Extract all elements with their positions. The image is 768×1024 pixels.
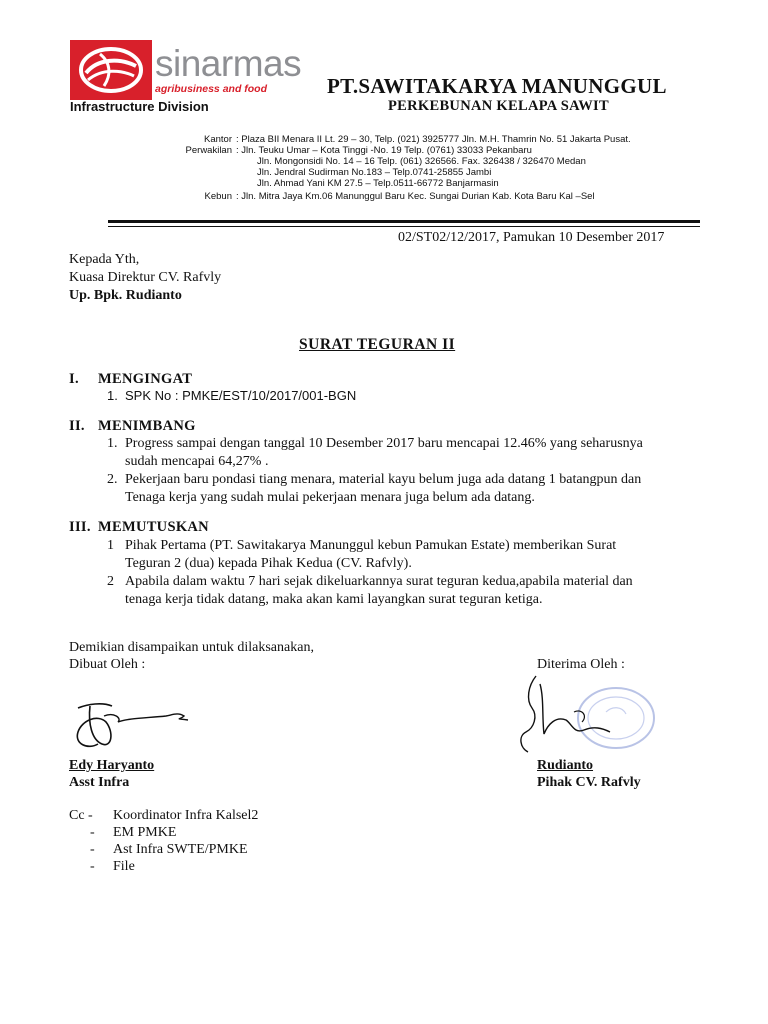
cc-bullet: - [90, 825, 95, 840]
reference-line: 02/ST02/12/2017, Pamukan 10 Desember 2017 [398, 230, 665, 245]
address-text: Jln. Ahmad Yani KM 27.5 – Telp.0511-66772 Banjarmasin [257, 178, 499, 189]
division-name: Infrastructure Division [70, 99, 209, 114]
cc-label: Cc - [69, 808, 93, 823]
signature-rudianto-icon [514, 672, 624, 762]
brand-tagline: agribusiness and food [155, 83, 268, 95]
list-item-text: Apabila dalam waktu 7 hari sejak dikeluarkannya surat teguran kedua,apabila material dan [125, 574, 633, 589]
section-heading-mengingat: MENGINGAT [98, 371, 193, 387]
header-rule-thick [108, 220, 700, 223]
list-item-number: 2 [107, 574, 114, 589]
cc-item: EM PMKE [113, 825, 177, 840]
section-heading-memutuskan: MEMUTUSKAN [98, 519, 209, 535]
signer-name-left: Edy Haryanto [69, 758, 155, 773]
address-text: Jln. Jendral Sudirman No.183 – Telp.0741-25855 Jambi [257, 167, 492, 178]
signature-caption-left: Dibuat Oleh : [69, 657, 146, 672]
list-item-number: 1. [107, 436, 118, 451]
list-item-number: 1 [107, 538, 114, 553]
spk-number: SPK No : PMKE/EST/10/2017/001-BGN [125, 388, 357, 403]
brand-name: sinarmas [155, 43, 302, 84]
address-label: Kebun [204, 191, 232, 202]
section-heading-menimbang: MENIMBANG [98, 418, 196, 434]
company-subtitle: PERKEBUNAN KELAPA SAWIT [388, 98, 609, 114]
address-text: Jln. Mongonsidi No. 14 – 16 Telp. (061) 326566. Fax. 326438 / 326470 Medan [257, 156, 586, 167]
letter-title: SURAT TEGURAN II [299, 336, 456, 353]
section-numeral: II. [69, 418, 85, 434]
list-item-text: Teguran 2 (dua) kepada Pihak Kedua (CV. Rafvly). [125, 556, 412, 571]
list-item-number: 1. [107, 388, 118, 403]
closing-sentence: Demikian disampaikan untuk dilaksanakan, [69, 640, 314, 655]
address-text: : Jln. Mitra Jaya Km.06 Manunggul Baru Kec. Sungai Durian Kab. Kota Baru Kal –Sel [236, 191, 595, 202]
signer-name-right: Rudianto [537, 758, 594, 773]
signature-caption-right: Diterima Oleh : [537, 657, 625, 672]
sinarmas-logo-icon [70, 40, 152, 100]
list-item-text: sudah mencapai 64,27% . [125, 454, 269, 469]
signer-role-left: Asst Infra [69, 775, 130, 790]
signer-role-right: Pihak CV. Rafvly [537, 775, 641, 790]
address-label: Kantor [204, 134, 232, 145]
list-item-number: 2. [107, 472, 118, 487]
signature-edy-haryanto-icon [68, 694, 198, 756]
address-text: : Plaza BII Menara II Lt. 29 – 30, Telp. (021) 3925777 Jln. M.H. Thamrin No. 51 Jakarta Pusat. [236, 134, 631, 145]
recipient-greeting: Kepada Yth, [69, 252, 140, 267]
cc-bullet: - [90, 842, 95, 857]
address-label: Perwakilan [185, 145, 232, 156]
cc-item: File [113, 859, 135, 874]
cc-item: Koordinator Infra Kalsel2 [113, 808, 259, 823]
section-numeral: I. [69, 371, 79, 387]
section-numeral: III. [69, 519, 91, 535]
list-item-text: Progress sampai dengan tanggal 10 Desember 2017 baru mencapai 12.46% yang seharusnya [125, 436, 643, 451]
list-item-text: Tenaga kerja yang sudah mulai pekerjaan menara juga belum ada datang. [125, 490, 535, 505]
company-name: PT.SAWITAKARYA MANUNGGUL [327, 74, 667, 98]
address-text: : Jln. Teuku Umar – Kota Tinggi -No. 19 Telp. (0761) 33033 Pekanbaru [236, 145, 532, 156]
list-item-text: Pekerjaan baru pondasi tiang menara, material kayu belum juga ada datang 1 batangpun dan [125, 472, 642, 487]
cc-item: Ast Infra SWTE/PMKE [113, 842, 248, 857]
recipient-title: Kuasa Direktur CV. Rafvly [69, 270, 222, 285]
header-rule-thin [108, 226, 700, 227]
cc-bullet: - [90, 859, 95, 874]
list-item-text: Pihak Pertama (PT. Sawitakarya Manunggul kebun Pamukan Estate) memberikan Surat [125, 538, 617, 553]
recipient-attention: Up. Bpk. Rudianto [69, 288, 182, 303]
list-item-text: tenaga kerja tidak datang, maka akan kami layangkan surat teguran ketiga. [125, 592, 543, 607]
